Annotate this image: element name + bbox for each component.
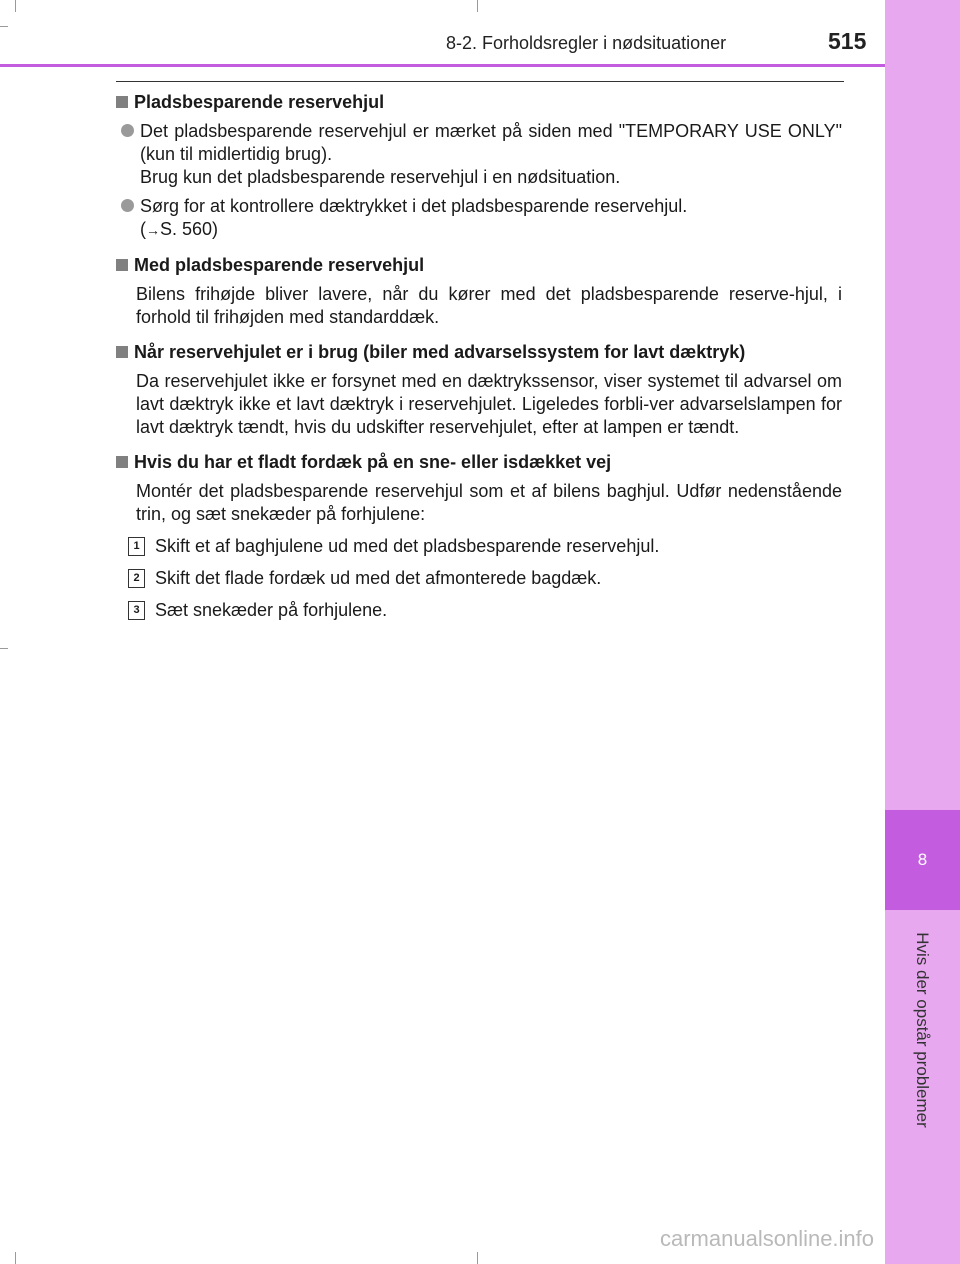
paragraph: Bilens frihøjde bliver lavere, når du kører med det pladsbesparende reserve-hjul, i forhold til frihøjden med standarddæk. [136,284,842,327]
page-reference[interactable]: (→S. 560) [140,219,219,239]
chapter-title: Hvis der opstår problemer [913,932,932,1128]
step-number: 3 [128,601,145,620]
step-item [128,567,842,590]
circle-bullet-icon [121,199,134,212]
crop-mark [0,26,8,27]
crop-mark [477,0,478,12]
section-heading: Pladsbesparende reservehjul [116,91,842,114]
section-heading: Med pladsbesparende reservehjul [116,254,842,277]
section-heading: Hvis du har et fladt fordæk på en sne- eller isdækket vej [116,451,842,474]
crop-mark [477,1252,478,1264]
content-rule [116,81,844,82]
section-title: 8-2. Forholdsregler i nødsituationer [446,33,727,53]
square-bullet-icon [116,346,128,358]
crop-mark [15,0,16,12]
bullet-text: Det pladsbesparende reservehjul er mærket på siden med "TEMPORARY USE ONLY" (kun til midlertidig brug). [140,121,842,164]
crop-mark [0,648,8,649]
step-number: 2 [128,569,145,588]
step-item [128,535,842,558]
step-item [128,599,842,622]
watermark: carmanualsonline.info [660,1226,875,1251]
bullet-text: Brug kun det pladsbesparende reservehjul i en nødsituation. [140,167,621,187]
arrow-right-icon: → [146,222,160,238]
step-text: Skift det flade fordæk ud med det afmonterede bagdæk. [155,568,602,588]
square-bullet-icon [116,96,128,108]
step-number: 1 [128,537,145,556]
step-text: Skift et af baghjulene ud med det pladsbesparende reservehjul. [155,536,660,556]
chapter-tab [885,810,960,910]
paragraph: Da reservehjulet ikke er forsynet med en dæktrykssensor, viser systemet til advarsel om lavt dæktryk ikke et lavt dæktryk i reservehjulet. Ligeledes forbli-ver advarselslampen for lavt dæktryk tændt, hvis du udskifter reservehjulet, efter at lampen er tændt. [136,371,842,437]
chapter-number: 8 [917,850,928,869]
step-text: Sæt snekæder på forhjulene. [155,600,388,620]
circle-bullet-icon [121,124,134,137]
crop-mark [15,1252,16,1264]
list-item [121,120,842,189]
header-rule [0,64,885,67]
section-heading: Når reservehjulet er i brug (biler med advarselssystem for lavt dæktryk) [116,341,842,364]
paragraph: Montér det pladsbesparende reservehjul som et af bilens baghjul. Udfør nedenstående trin, og sæt snekæder på forhjulene: [136,481,842,524]
bullet-text: Sørg for at kontrollere dæktrykket i det pladsbesparende reservehjul. [140,196,688,216]
square-bullet-icon [116,259,128,271]
page-number: 515 [828,28,867,54]
square-bullet-icon [116,456,128,468]
page-content [116,91,842,622]
list-item [121,195,842,242]
